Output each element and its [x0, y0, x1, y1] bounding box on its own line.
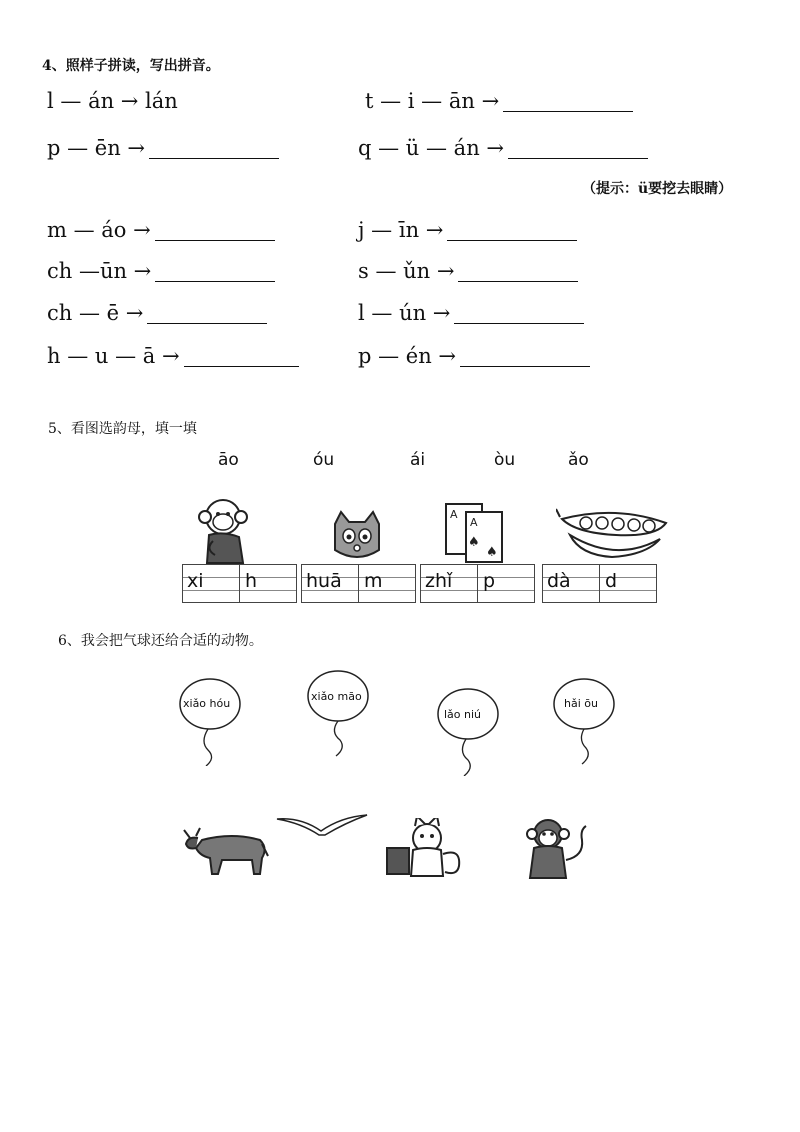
final-option: óu: [313, 450, 335, 470]
answer-blank[interactable]: [454, 303, 584, 324]
answer-blank[interactable]: [147, 303, 267, 324]
q4-row1-right: [365, 89, 633, 113]
answer-blank[interactable]: [155, 220, 275, 241]
row-text: s — ǔn →: [358, 259, 455, 283]
answer-blank[interactable]: [460, 346, 590, 367]
answer-blank[interactable]: [508, 138, 648, 159]
monkey-picture: [195, 497, 285, 567]
svg-text:A: A: [470, 516, 478, 529]
row-text: j — īn →: [358, 218, 444, 242]
answer-blank[interactable]: [447, 220, 577, 241]
q4-row2-right: [358, 136, 648, 160]
balloon-picture[interactable]: [436, 686, 506, 776]
svg-text:A: A: [450, 508, 458, 521]
row-text: ch — ē →: [47, 301, 144, 325]
balloon-picture[interactable]: [306, 668, 376, 758]
cat-picture: [327, 510, 387, 565]
box-syllable-b: m: [364, 570, 383, 592]
answer-blank[interactable]: [155, 261, 275, 282]
final-option: ǎo: [568, 450, 589, 470]
cat-with-bag-picture[interactable]: [383, 818, 467, 880]
answer-blank[interactable]: [149, 138, 279, 159]
balloon-label: hǎi ōu: [564, 697, 598, 710]
row-text: h — u — ā →: [47, 344, 180, 368]
playing-cards-picture: [442, 502, 514, 564]
box-syllable-a: huā: [306, 570, 342, 592]
row-text: l — ún →: [358, 301, 451, 325]
q4-row3-left: [47, 218, 275, 242]
pinyin-writing-box[interactable]: [542, 564, 657, 603]
answer-blank[interactable]: [458, 261, 578, 282]
row-text: t — i — ān →: [365, 89, 500, 113]
pinyin-writing-box[interactable]: [420, 564, 535, 603]
q4-hint: （提示：ü要挖去眼睛）: [582, 181, 733, 197]
row-text: ch —ūn →: [47, 259, 152, 283]
q5-heading: 5、看图选韵母，填一填: [48, 421, 197, 437]
q4-row5-right: [358, 301, 584, 325]
final-option: òu: [494, 450, 516, 470]
svg-text:♠: ♠: [468, 535, 480, 550]
pinyin-writing-box[interactable]: [301, 564, 416, 603]
answer-blank[interactable]: [503, 91, 633, 112]
seagull-picture[interactable]: [275, 813, 369, 839]
q4-row5-left: [47, 301, 267, 325]
ox-picture[interactable]: [182, 826, 270, 878]
answer-blank[interactable]: [184, 346, 299, 367]
balloon-label: xiǎo māo: [311, 690, 362, 703]
balloon-label: lǎo niú: [444, 708, 482, 721]
row-text: q — ü — án →: [358, 136, 504, 160]
q4-row4-right: [358, 259, 578, 283]
box-syllable-b: h: [245, 570, 258, 592]
pinyin-writing-box[interactable]: [182, 564, 297, 603]
row-text: m — áo →: [47, 218, 151, 242]
q4-row1-left: l — án → lán: [47, 89, 178, 113]
row-text: p — ēn →: [47, 136, 146, 160]
box-syllable-a: dà: [547, 570, 571, 592]
balloon-picture[interactable]: [178, 676, 248, 766]
box-syllable-b: d: [605, 570, 618, 592]
row-text: p — én →: [358, 344, 457, 368]
final-option: ái: [410, 450, 426, 470]
balloon-label: xiǎo hóu: [183, 697, 231, 710]
q4-row6-left: [47, 344, 299, 368]
q4-row2-left: [47, 136, 279, 160]
q4-row6-right: [358, 344, 590, 368]
final-option: āo: [218, 450, 239, 470]
monkey-picture[interactable]: [522, 816, 590, 882]
svg-text:♠: ♠: [486, 545, 498, 560]
q4-heading: 4、照样子拼读，写出拼音。: [42, 58, 220, 74]
balloon-picture[interactable]: [552, 676, 622, 766]
q4-row4-left: [47, 259, 275, 283]
box-syllable-a: zhǐ: [425, 570, 453, 592]
pea-pod-picture: [556, 505, 676, 565]
box-syllable-b: p: [483, 570, 496, 592]
box-syllable-a: xi: [187, 570, 204, 592]
q4-row3-right: [358, 218, 577, 242]
q6-heading: 6、我会把气球还给合适的动物。: [58, 633, 263, 649]
